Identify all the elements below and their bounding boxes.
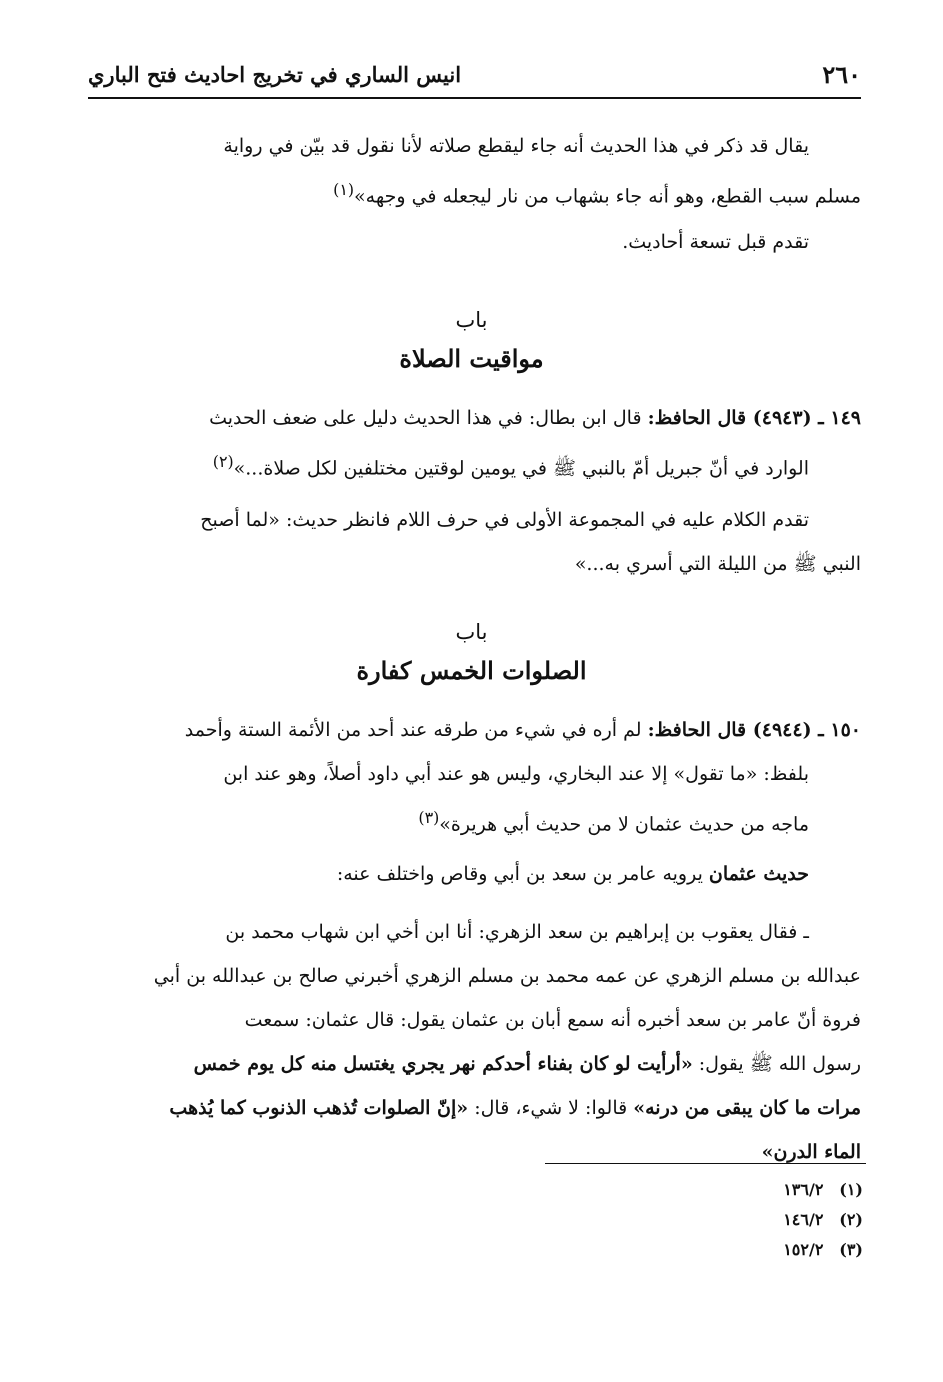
footnote-ref: (٢) xyxy=(212,452,234,471)
text-line: رسول الله ﷺ يقول: «أرأيت لو كان بفناء أحدكم نهر يجري يغتسل منه كل يوم خمس xyxy=(193,1053,861,1075)
section-label: باب xyxy=(455,620,488,644)
text-line: ـ فقال يعقوب بن إبراهيم بن سعد الزهري: أنا ابن أخي ابن شهاب محمد بن xyxy=(225,921,809,943)
footnote: (٢) ١٤٦/٢ xyxy=(783,1210,863,1229)
text-line: الماء الدرن» xyxy=(761,1141,861,1163)
text-line: مسلم سبب القطع، وهو أنه جاء بشهاب من نار ليجعله في وجهه»$^{(١)}$ xyxy=(333,180,861,208)
page-header xyxy=(88,58,861,96)
running-title: انيس الساري في تخريج احاديث فتح الباري xyxy=(88,62,462,87)
header-rule xyxy=(88,97,861,99)
section-label: باب xyxy=(455,308,488,332)
text-line: تقدم الكلام عليه في المجموعة الأولى في حرف اللام فانظر حديث: «لما أصبح xyxy=(200,509,809,531)
hadith-149-note xyxy=(94,498,861,586)
text-line: فروة أنّ عامر بن سعد أخبره أنه سمع أبان بن عثمان يقول: قال عثمان: سمعت xyxy=(244,1009,861,1031)
footnote-ref: (٣) xyxy=(418,808,440,827)
footnote: (١) ١٣٦/٢ xyxy=(783,1180,863,1199)
text-line: ماجه من حديث عثمان لا من حديث أبي هريرة»$^{(٣)}$ xyxy=(418,808,809,836)
isnad-paragraph xyxy=(94,910,861,1174)
page-number: ٢٦٠ xyxy=(822,60,861,89)
paragraph-note: تقدم قبل تسعة أحاديث. xyxy=(622,231,809,253)
section-title: مواقيت الصلاة xyxy=(399,344,544,373)
hadith-number: ١٥٠ ـ (٤٩٤٤) قال الحافظ: xyxy=(647,719,861,741)
hadith-number: ١٤٩ ـ (٤٩٤٣) قال الحافظ: xyxy=(647,407,861,429)
paragraph-intro xyxy=(94,124,861,218)
footnote-rule xyxy=(545,1163,866,1164)
sub-heading: حديث عثمان يرويه عامر بن سعد بن أبي وقاص واختلف عنه: xyxy=(336,863,809,885)
text-line: النبي ﷺ من الليلة التي أسري به...» xyxy=(574,553,861,575)
section-title: الصلوات الخمس كفارة xyxy=(356,656,587,685)
text-line: يقال قد ذكر في هذا الحديث أنه جاء ليقطع صلاته لأنا نقول قد بيّن في رواية xyxy=(223,135,809,157)
text-line: مرات ما كان يبقى من درنه» قالوا: لا شيء، قال: «إنّ الصلوات تُذهب الذنوب كما يُذهب xyxy=(169,1097,861,1119)
text-line: ١٤٩ ـ (٤٩٤٣) قال الحافظ: قال ابن بطال: في هذا الحديث دليل على ضعف الحديث xyxy=(209,407,861,429)
text-line: بلفظ: «ما تقول» إلا عند البخاري، وليس هو عند أبي داود أصلاً، وهو عند ابن xyxy=(223,763,809,785)
footnote-ref: (١) xyxy=(333,180,355,199)
text-line: عبدالله بن مسلم الزهري عن عمه محمد بن مسلم الزهري أخبرني صالح بن عبدالله بن أبي xyxy=(153,965,861,987)
text-line: الوارد في أنّ جبريل أمّ بالنبي ﷺ في يومين لوقتين مختلفين لكل صلاة...»$^{(٢)}$ xyxy=(212,452,809,480)
hadith-150 xyxy=(94,708,861,846)
text-line: ١٥٠ ـ (٤٩٤٤) قال الحافظ: لم أره في شيء من طرقه عند أحد من الأئمة الستة وأحمد xyxy=(184,719,861,741)
hadith-149 xyxy=(94,396,861,490)
footnote: (٣) ١٥٢/٢ xyxy=(783,1240,863,1259)
sub-heading-bold: حديث عثمان xyxy=(708,863,809,885)
